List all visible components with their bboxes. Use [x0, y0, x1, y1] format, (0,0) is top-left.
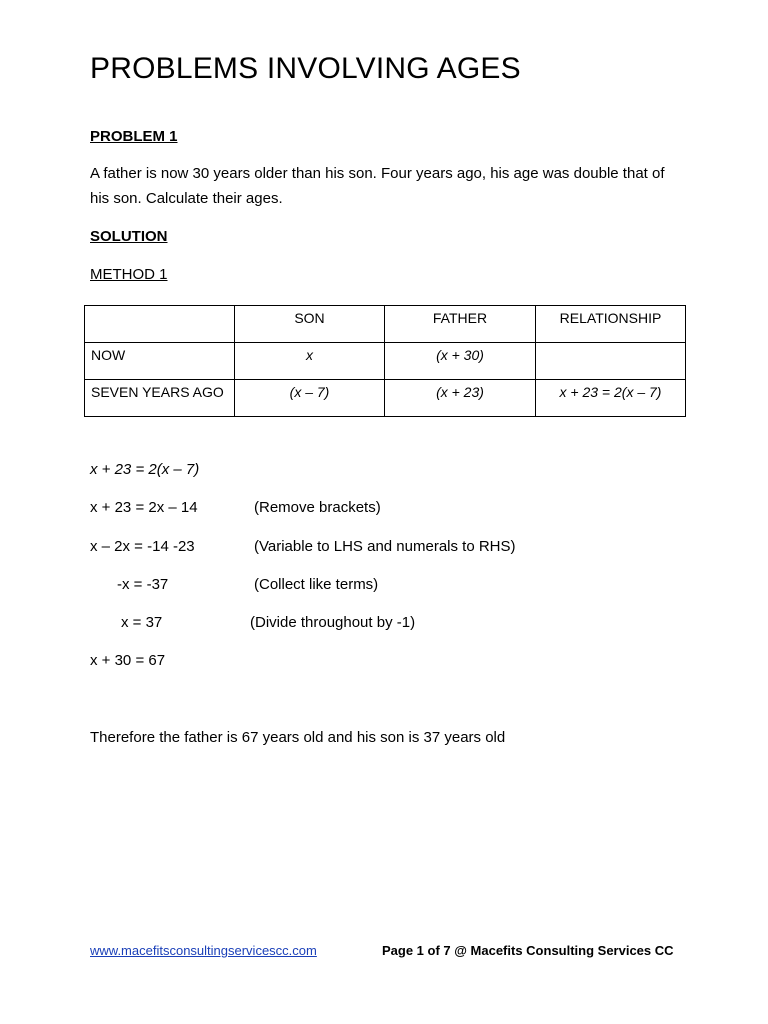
problem-text: A father is now 30 years older than his son. Four years ago, his age was double that of his son. Calculate their ages.: [90, 165, 665, 207]
method-heading: METHOD 1: [90, 266, 168, 283]
equation-step: -x = -37: [117, 576, 169, 593]
table-cell: (x + 23): [385, 380, 536, 417]
solution-heading: SOLUTION: [90, 228, 168, 245]
equation-step: x + 23 = 2x – 14: [90, 499, 198, 516]
table-header-cell: [85, 306, 235, 343]
table-cell: SEVEN YEARS AGO: [85, 380, 235, 417]
footer-page-info: Page 1 of 7 @ Macefits Consulting Services CC: [382, 943, 674, 958]
step-note: (Divide throughout by -1): [250, 614, 416, 631]
conclusion-text: Therefore the father is 67 years old and his son is 37 years old: [90, 729, 506, 746]
equation-step: x + 23 = 2(x – 7): [90, 461, 200, 478]
step-note: (Collect like terms): [254, 576, 379, 593]
table-header-row: [85, 306, 686, 343]
table-header-son: SON: [235, 306, 385, 343]
step-note: (Remove brackets): [254, 499, 381, 516]
table-header-father: FATHER: [385, 306, 536, 343]
relationship-table: [84, 305, 686, 417]
step-note: (Variable to LHS and numerals to RHS): [254, 538, 516, 555]
equation-step: x – 2x = -14 -23: [90, 538, 195, 555]
equation-step: x = 37: [121, 614, 163, 631]
table-header-relationship: RELATIONSHIP: [536, 306, 686, 343]
table-row: [85, 343, 686, 380]
page-title: PROBLEMS INVOLVING AGES: [90, 52, 521, 85]
table-cell: (x + 30): [385, 343, 536, 380]
table-cell: NOW: [85, 343, 235, 380]
table-cell: x: [235, 343, 385, 380]
table-cell: (x – 7): [235, 380, 385, 417]
table-row: [85, 380, 686, 417]
table-cell: x + 23 = 2(x – 7): [536, 380, 686, 417]
footer-link[interactable]: www.macefitsconsultingservicescc.com: [90, 943, 317, 958]
equation-step: x + 30 = 67: [90, 652, 166, 669]
table-cell: [536, 343, 686, 380]
problem-heading: PROBLEM 1: [90, 128, 178, 145]
